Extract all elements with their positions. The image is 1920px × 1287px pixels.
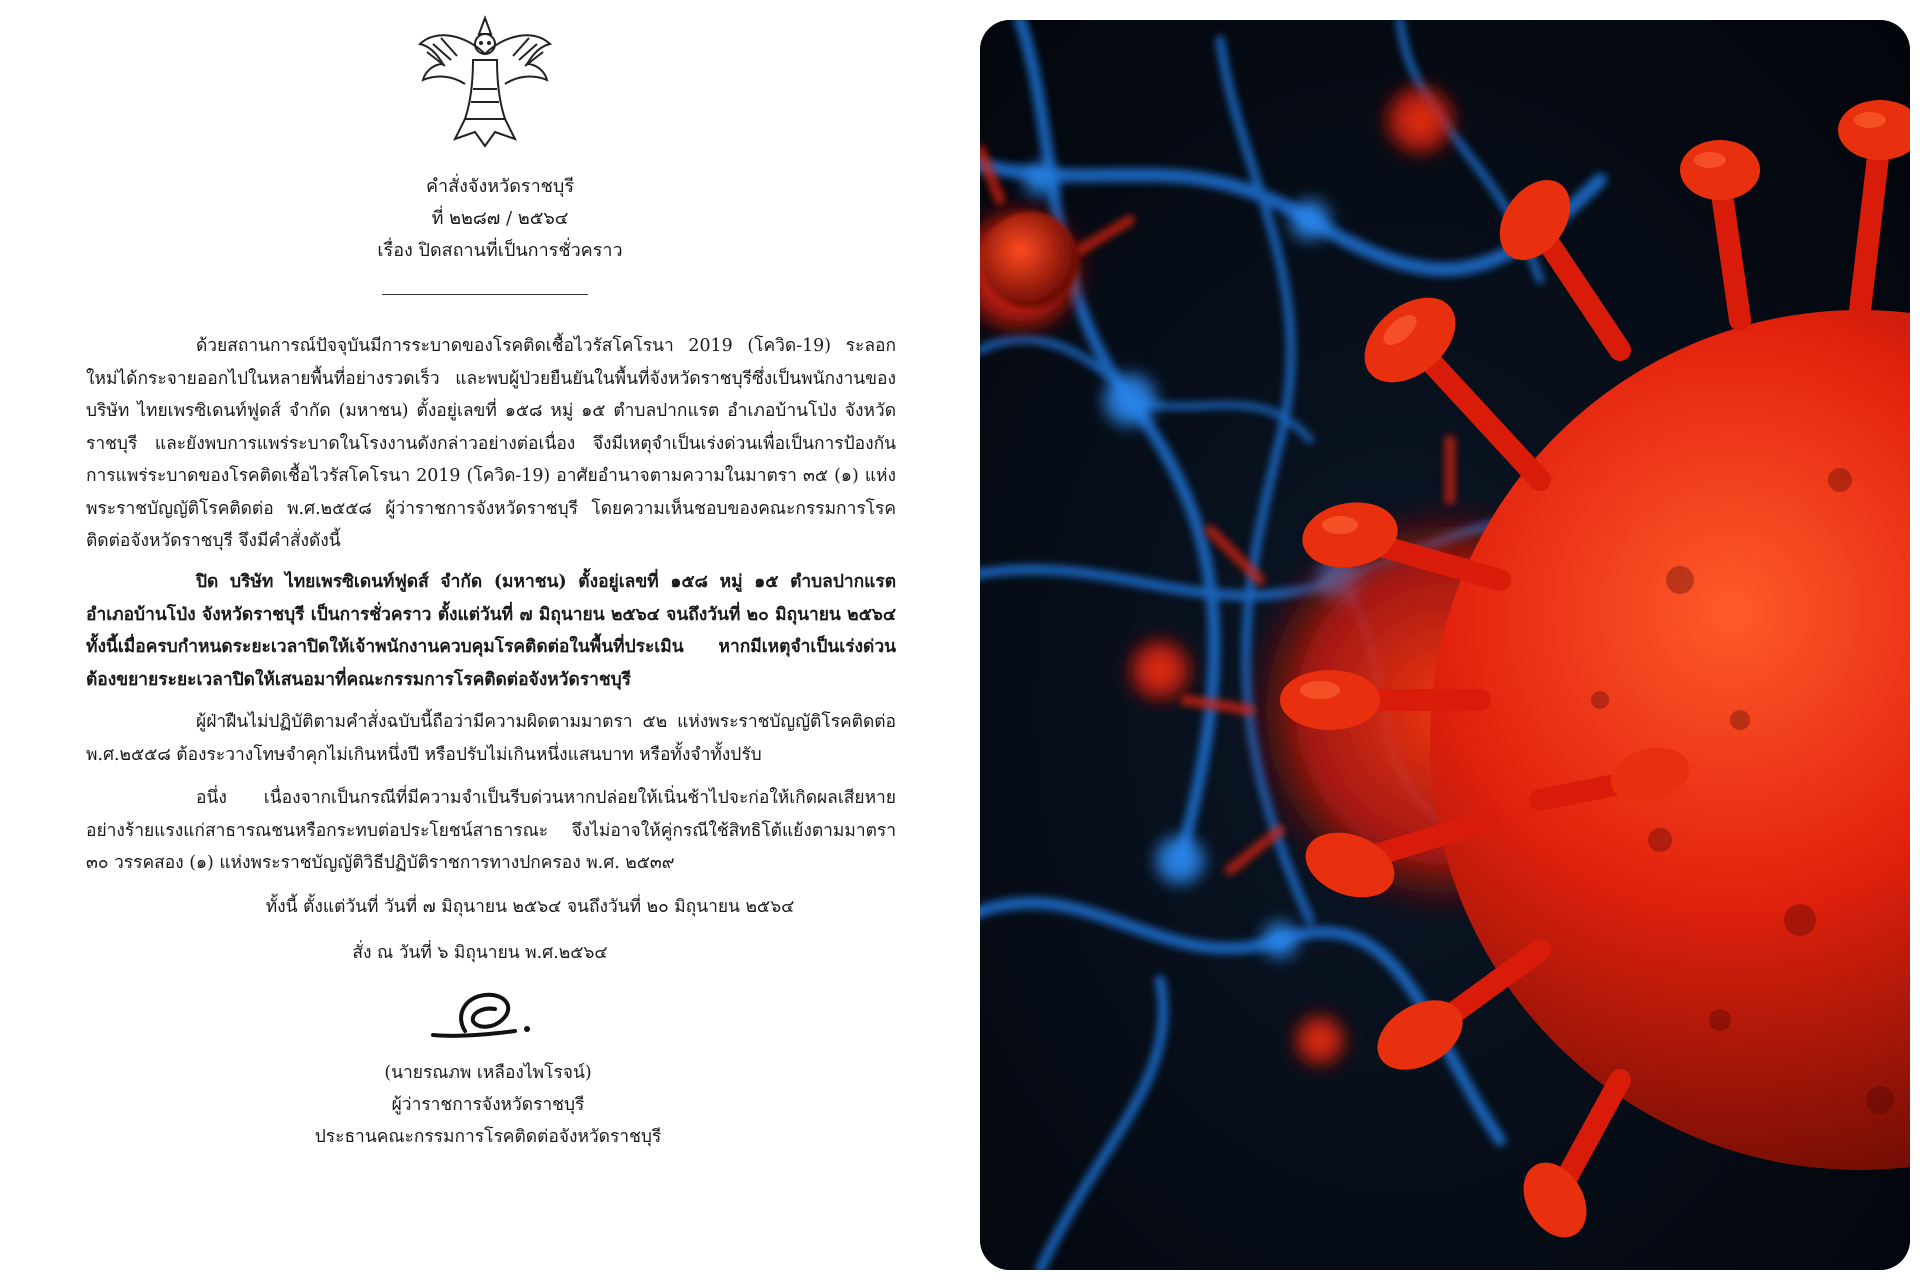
paragraph-preamble: ด้วยสถานการณ์ปัจจุบันมีการระบาดของโรคติดเชื้อไวรัสโคโรนา 2019 (โควิด-19) ระลอกใหม่ได้กระจายออกไปในหลายพื้นที่อย่างรวดเร็ว และพบผู้ป่วยยืนยันในพื้นที่จังหวัดราชบุรีซึ่งเป็นพนักงานของบริษัท ไทยเพรซิเดนท์ฟูดส์ จำกัด (มหาชน) ตั้งอยู่เลขที่ ๑๕๘ หมู่ ๑๕ ตำบลปากแรต อำเภอบ้านโป่ง จังหวัดราชบุรี และยังพบการแพร่ระบาดในโรงงานดังกล่าวอย่างต่อเนื่อง จึงมีเหตุจำเป็นเร่งด่วนเพื่อเป็นการป้องกันการแพร่ระบาดของโรคติดเชื้อไวรัสโคโรนา 2019 (โควิด-19) อาศัยอำนาจตามความในมาตรา ๓๕ (๑) แห่งพระราชบัญญัติโรคติดต่อ พ.ศ.๒๕๕๘ ผู้ว่าราชการจังหวัดราชบุรี โดยความเห็นชอบของคณะกรรมการโรคติดต่อจังหวัดราชบุรี จึงมีคำสั่งดังนี้ [86, 336, 896, 551]
paragraph-closure-order: ปิด บริษัท ไทยเพรซิเดนท์ฟูดส์ จำกัด (มหาชน) ตั้งอยู่เลขที่ ๑๕๘ หมู่ ๑๕ ตำบลปากแรต อำเภอบ้านโป่ง จังหวัดราชบุรี เป็นการชั่วคราว ตั้งแต่วันที่ ๗ มิถุนายน ๒๕๖๔ จนถึงวันที่ ๒๐ มิถุนายน ๒๕๖๔ ทั้งนี้เมื่อครบกำหนดระยะเวลาปิดให้เจ้าพนักงานควบคุมโรคติดต่อในพื้นที่ประเมิน หากมีเหตุจำเป็นเร่งด่วนต้องขยายระยะเวลาปิดให้เสนอมาที่คณะกรรมการโรคติดต่อจังหวัดราชบุรี [86, 572, 896, 690]
government-order-document [80, 0, 920, 1287]
order-title: คำสั่งจังหวัดราชบุรี [425, 176, 574, 197]
garuda-emblem-icon [415, 14, 555, 156]
effective-period: ทั้งนี้ ตั้งแต่วันที่ วันที่ ๗ มิถุนายน ๒๕๖๔ จนถึงวันที่ ๒๐ มิถุนายน ๒๕๖๔ [265, 897, 795, 917]
signatory-title: ผู้ว่าราชการจังหวัดราชบุรี [391, 1095, 585, 1115]
signature-mark [425, 985, 555, 1045]
virus-image [980, 20, 1910, 1270]
paragraph-penalty: ผู้ฝ่าฝืนไม่ปฏิบัติตามคำสั่งฉบับนี้ถือว่ามีความผิดตามมาตรา ๕๒ แห่งพระราชบัญญัติโรคติดต่อ พ.ศ.๒๕๕๘ ต้องระวางโทษจำคุกไม่เกินหนึ่งปี หรือปรับไม่เกินหนึ่งแสนบาท หรือทั้งจำทั้งปรับ [86, 712, 896, 765]
order-date: สั่ง ณ วันที่ ๖ มิถุนายน พ.ศ.๒๕๖๔ [352, 943, 608, 963]
order-number: ที่ ๒๒๘๗ / ๒๕๖๔ [431, 208, 569, 229]
coronavirus-illustration [980, 20, 1910, 1270]
signatory-title-committee: ประธานคณะกรรมการโรคติดต่อจังหวัดราชบุรี [314, 1127, 662, 1147]
signatory-name: (นายรณภพ เหลืองไพโรจน์) [384, 1063, 592, 1083]
paragraph-urgency: อนึ่ง เนื่องจากเป็นกรณีที่มีความจำเป็นรีบด่วนหากปล่อยให้เนิ่นช้าไปจะก่อให้เกิดผลเสียหายอย่างร้ายแรงแก่สาธารณชนหรือกระทบต่อประโยชน์สาธารณะ จึงไม่อาจให้คู่กรณีใช้สิทธิโต้แย้งตามมาตรา ๓๐ วรรคสอง (๑) แห่งพระราชบัญญัติวิธีปฏิบัติราชการทางปกครอง พ.ศ. ๒๕๓๙ [86, 788, 896, 873]
header-divider [382, 294, 588, 295]
order-subject: เรื่อง ปิดสถานที่เป็นการชั่วคราว [377, 240, 623, 261]
